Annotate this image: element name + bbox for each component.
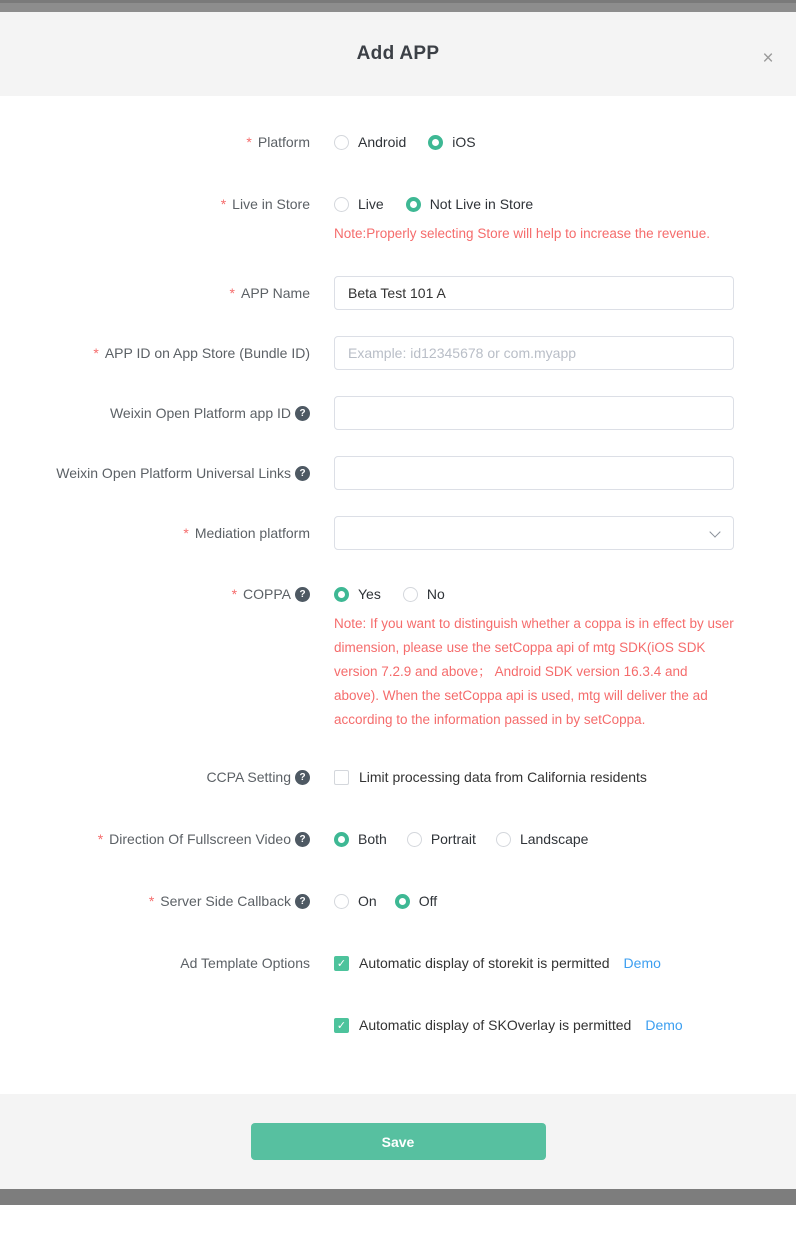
live-in-store-label: [0, 195, 310, 213]
ccpa-checkbox[interactable]: [334, 769, 647, 785]
app-name-label: [0, 276, 310, 302]
label-text: Ad Template Options: [180, 955, 310, 971]
platform-label: [0, 133, 310, 151]
weixin-universal-links-row: [0, 456, 796, 490]
radio-icon: [334, 894, 349, 909]
radio-direction-portrait[interactable]: [407, 831, 476, 847]
required-mark: *: [93, 345, 99, 361]
chevron-down-icon: [709, 526, 720, 537]
required-mark: *: [220, 196, 227, 212]
live-in-store-row: [0, 195, 796, 246]
required-mark: *: [246, 134, 252, 150]
app-id-row: [0, 336, 796, 370]
ccpa-label: [0, 768, 310, 786]
radio-label: No: [426, 586, 445, 602]
radio-label: On: [358, 893, 377, 909]
radio-direction-both[interactable]: [334, 831, 387, 847]
coppa-note: Note: If you want to distinguish whether a coppa is in effect by user dimension, please use the setCoppa api of mtg SDK(iOS SDK version 7.2.9 and above； Android SDK version 16.3.4 and above). When the setCoppa api is used, mtg will deliver the ad according to the information passed in by setCoppa.: [334, 616, 734, 727]
radio-label: iOS: [452, 134, 476, 150]
close-icon[interactable]: ×: [762, 48, 774, 69]
radio-callback-on[interactable]: [334, 893, 377, 909]
checkbox-label: Limit processing data from California residents: [359, 769, 647, 785]
help-icon[interactable]: ?: [295, 832, 310, 847]
help-icon[interactable]: ?: [295, 770, 310, 785]
radio-coppa-no[interactable]: [403, 586, 445, 602]
radio-icon: [334, 197, 349, 212]
ad-template-row-skoverlay: [0, 1016, 796, 1034]
radio-label: Android: [358, 134, 407, 150]
weixin-universal-links-label: [0, 456, 310, 482]
checkbox-checked-icon: ✓: [334, 956, 349, 971]
weixin-app-id-label: [0, 396, 310, 422]
radio-label: Both: [358, 831, 387, 847]
label-text: Weixin Open Platform Universal Links: [56, 465, 291, 481]
radio-platform-ios[interactable]: [428, 134, 475, 150]
direction-label: [0, 830, 310, 848]
help-icon[interactable]: ?: [295, 587, 310, 602]
page-backdrop-bottom: [0, 1189, 796, 1205]
radio-selected-icon: [334, 832, 349, 847]
server-callback-row: [0, 892, 796, 910]
storekit-demo-link[interactable]: Demo: [623, 955, 661, 971]
radio-callback-off[interactable]: [395, 893, 437, 909]
storekit-checkbox[interactable]: [334, 955, 610, 971]
radio-icon: [496, 832, 511, 847]
radio-label: Landscape: [519, 831, 589, 847]
live-in-store-note: Note:Properly selecting Store will help to increase the revenue.: [334, 226, 710, 241]
checkbox-label: Automatic display of storekit is permitted: [359, 955, 610, 971]
save-button[interactable]: Save: [251, 1123, 546, 1160]
label-text: APP Name: [241, 285, 310, 301]
radio-label: Not Live in Store: [429, 196, 534, 212]
label-text: Weixin Open Platform app ID: [109, 405, 291, 421]
radio-selected-icon: [406, 197, 421, 212]
help-icon[interactable]: ?: [295, 894, 310, 909]
platform-row: [0, 133, 796, 151]
app-id-input[interactable]: [334, 336, 734, 370]
radio-live[interactable]: [334, 196, 384, 212]
server-callback-label: [0, 892, 310, 910]
radio-selected-icon: [334, 587, 349, 602]
radio-selected-icon: [395, 894, 410, 909]
direction-row: [0, 830, 796, 848]
required-mark: *: [148, 893, 155, 909]
page-backdrop-top: [0, 0, 796, 12]
coppa-row: [0, 585, 796, 732]
weixin-app-id-row: [0, 396, 796, 430]
label-text: Mediation platform: [194, 525, 310, 541]
mediation-platform-row: [0, 516, 796, 550]
radio-icon: [334, 135, 349, 150]
label-text: CCPA Setting: [206, 769, 291, 785]
label-text: Direction Of Fullscreen Video: [109, 831, 291, 847]
radio-label: Live: [358, 196, 384, 212]
radio-coppa-yes[interactable]: [334, 586, 381, 602]
radio-not-live-in-store[interactable]: [406, 196, 534, 212]
modal-footer: [0, 1094, 796, 1189]
help-icon[interactable]: ?: [295, 406, 310, 421]
app-id-label: [0, 336, 310, 362]
label-text: APP ID on App Store (Bundle ID): [104, 345, 310, 361]
ad-template-row-storekit: [0, 954, 796, 972]
required-mark: *: [229, 285, 235, 301]
add-app-form: [0, 96, 796, 1094]
weixin-app-id-input[interactable]: [334, 396, 734, 430]
radio-label: Yes: [358, 586, 381, 602]
radio-label: Off: [418, 893, 438, 909]
modal-header: [0, 12, 796, 96]
mediation-platform-select[interactable]: [334, 516, 734, 550]
checkbox-checked-icon: ✓: [334, 1018, 349, 1033]
ccpa-row: [0, 768, 796, 786]
app-name-row: [0, 276, 796, 310]
radio-icon: [407, 832, 422, 847]
radio-icon: [403, 587, 418, 602]
modal-title: Add APP: [356, 43, 440, 64]
required-mark: *: [231, 586, 238, 602]
required-mark: *: [97, 831, 104, 847]
label-text: COPPA: [243, 586, 291, 602]
app-name-input[interactable]: [334, 276, 734, 310]
required-mark: *: [183, 525, 189, 541]
ad-template-label: [0, 954, 310, 972]
skoverlay-checkbox[interactable]: [334, 1017, 631, 1033]
help-icon[interactable]: ?: [295, 466, 310, 481]
checkbox-icon: [334, 770, 349, 785]
label-text: Platform: [257, 134, 310, 150]
checkbox-label: Automatic display of SKOverlay is permitted: [359, 1017, 632, 1033]
coppa-label: [0, 585, 310, 603]
mediation-platform-label: [0, 516, 310, 542]
weixin-universal-links-input[interactable]: [334, 456, 734, 490]
radio-selected-icon: [428, 135, 443, 150]
label-text: Live in Store: [232, 196, 310, 212]
radio-direction-landscape[interactable]: [496, 831, 589, 847]
radio-platform-android[interactable]: [334, 134, 406, 150]
skoverlay-demo-link[interactable]: Demo: [645, 1017, 683, 1033]
label-text: Server Side Callback: [160, 893, 291, 909]
radio-label: Portrait: [430, 831, 476, 847]
